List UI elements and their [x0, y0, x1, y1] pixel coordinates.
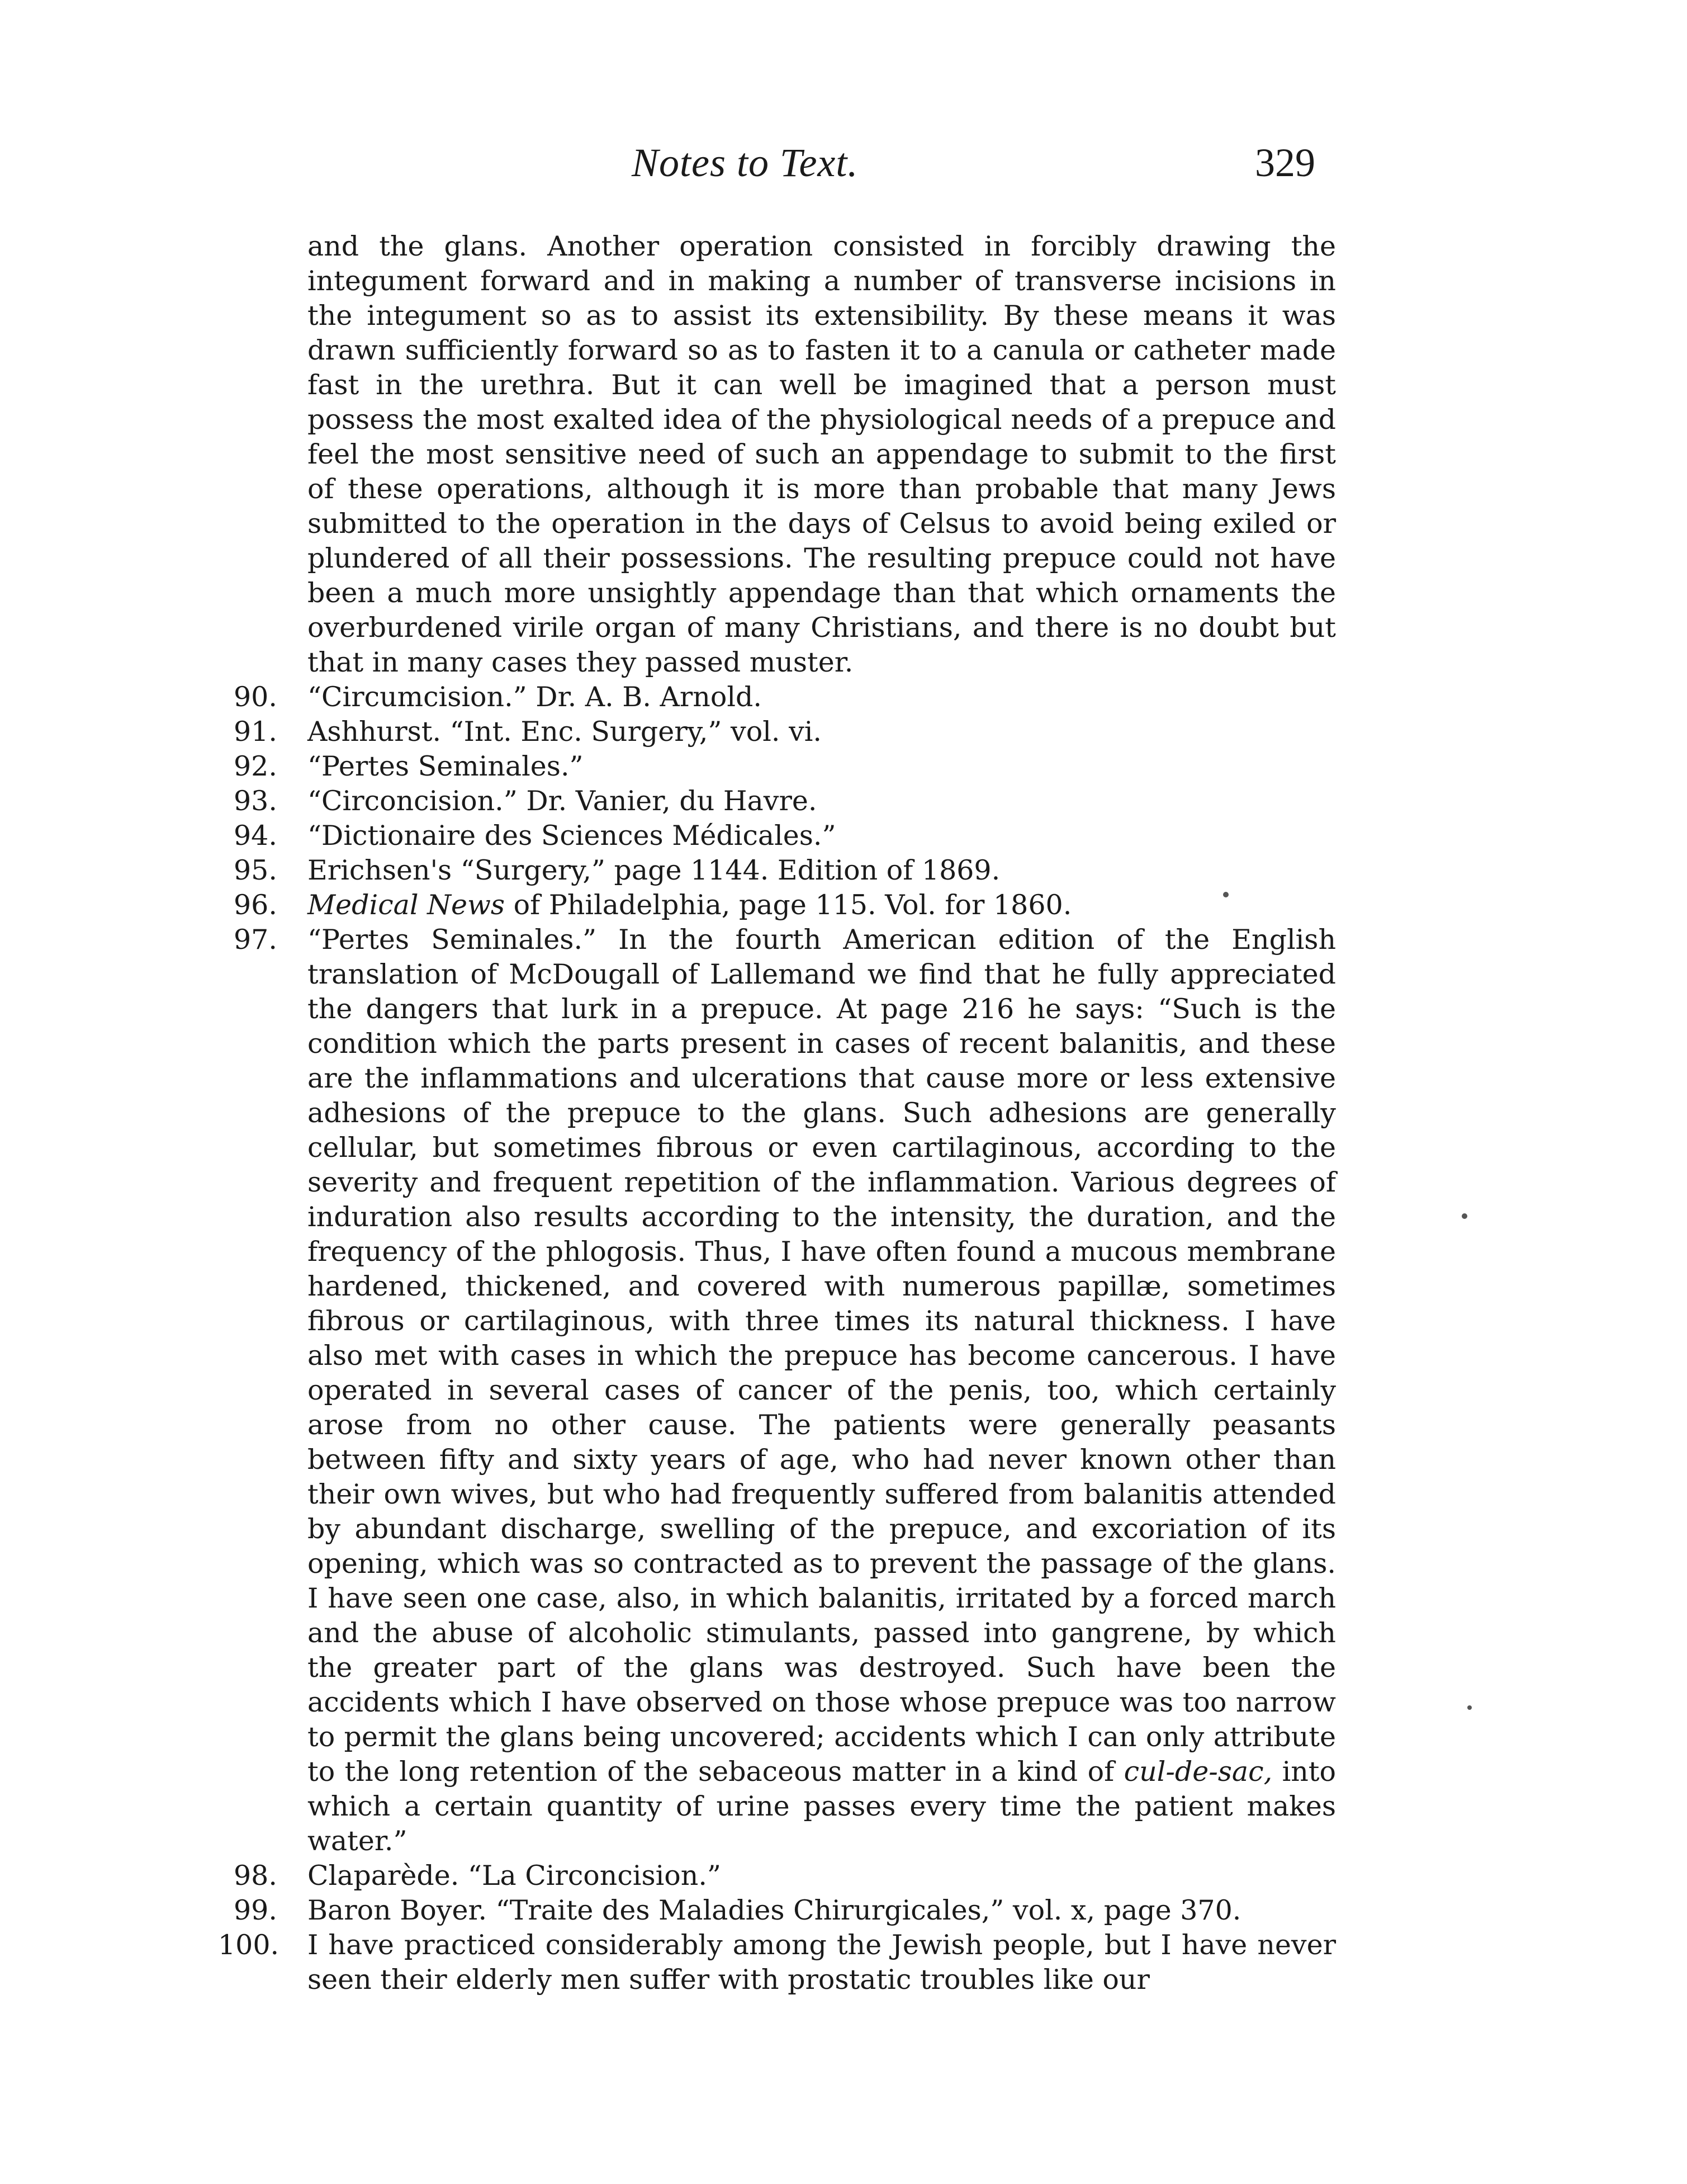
note-text	[307, 923, 1336, 1859]
note-number: 96.	[234, 889, 277, 921]
note-100	[218, 1928, 1336, 1997]
note-96	[234, 888, 1336, 923]
note-text: Ashhurst. “Int. Enc. Surgery,” vol. vi.	[307, 716, 822, 748]
running-head: Notes to Text.	[632, 140, 859, 185]
note-text: “Dictionaire des Sciences Médicales.”	[307, 820, 836, 852]
note-number: 100.	[218, 1929, 279, 1961]
notes-body	[218, 229, 1337, 1997]
note-94	[234, 819, 1336, 853]
note-number: 94.	[234, 820, 277, 852]
note-number: 93.	[234, 785, 277, 817]
note-91	[234, 715, 1336, 749]
ink-speck	[1462, 1213, 1467, 1219]
note-number: 97.	[234, 924, 277, 956]
note-number: 98.	[234, 1860, 277, 1892]
note-text-end: into which a certain quantity of urine passes every time the patient makes water.”	[307, 1756, 1337, 1857]
note-98	[234, 1859, 1336, 1893]
ink-speck	[1223, 892, 1229, 897]
note-text: “Circumcision.” Dr. A. B. Arnold.	[307, 681, 762, 713]
note-number: 91.	[234, 716, 277, 748]
note-90	[234, 680, 1336, 715]
note-text-start: “Pertes Seminales.” In the fourth American edition of the English translation of McDougall of Lallemand we find that he fully appreciated the dangers that lurk in a prepuce. At page 216 he says: “Such is the condition which the parts present in cases of recent balanitis, and these are the inflammations and ulcerations that cause more or less extensive adhesions of the prepuce to the glans. Such adhesions are generally cellular, but sometimes fibrous or even cartilaginous, according to the severity and frequent repetition of the inflammation. Various degrees of induration also results according to the intensity, the duration, and the frequency of the phlogosis. Thus, I have often found a mucous membrane hardened, thickened, and covered with numerous papillæ, sometimes fibrous or cartilaginous, with three times its natural thickness. I have also met with cases in which the prepuce has become cancerous. I have operated in several cases of cancer of the penis, too, which certainly arose from no other cause. The patients were generally peasants between fifty and sixty years of age, who had never known other than their own wives, but who had frequently suffered from balanitis attended by abundant discharge, swelling of the prepuce, and excoriation of its opening, which was so contracted as to prevent the passage of the glans. I have seen one case, also, in which balanitis, irritated by a forced march and the abuse of alcoholic stimulants, passed into gangrene, by which the greater part of the glans was destroyed. Such have been the accidents which I have observed on those whose prepuce was too narrow to permit the glans being uncovered; accidents which I can only attribute to the long retention of the sebaceous matter in a kind of	[307, 924, 1336, 1788]
note-text: “Pertes Seminales.”	[307, 750, 584, 782]
note-93	[234, 784, 1336, 819]
note-text: Erichsen's “Surgery,” page 1144. Edition of 1869.	[307, 854, 1001, 886]
note-text: “Circoncision.” Dr. Vanier, du Havre.	[307, 785, 817, 817]
note-text: Claparède. “La Circoncision.”	[307, 1860, 721, 1892]
note-text	[307, 888, 1336, 923]
note-99	[234, 1893, 1336, 1928]
note-number: 99.	[234, 1894, 277, 1926]
note-97	[234, 923, 1337, 1859]
page-number: 329	[1255, 140, 1315, 185]
continuation-paragraph: and the glans. Another operation consisted in forcibly drawing the integument forward and in making a number of transverse incisions in the integument so as to assist its extensibility. By these means it was drawn sufficiently forward so as to fasten it to a canula or catheter made fast in the urethra. But it can well be imagined that a person must possess the most exalted idea of the physiological needs of a prepuce and feel the most sensitive need of such an appendage to submit to the first of these operations, although it is more than probable that many Jews submitted to the operation in the days of Celsus to avoid being exiled or plundered of all their possessions. The resulting prepuce could not have been a much more unsightly appendage than that which ornaments the overburdened virile organ of many Christians, and there is no doubt but that in many cases they passed muster.	[307, 230, 1336, 678]
note-number: 92.	[234, 750, 277, 782]
note-text: I have practiced considerably among the Jewish people, but I have never seen their elderly men suffer with prostatic troubles like our	[307, 1929, 1336, 1996]
note-text-rest: of Philadelphia, page 115. Vol. for 1860.	[505, 889, 1072, 921]
note-95	[234, 853, 1336, 888]
italic-term: cul-de-sac,	[1124, 1756, 1273, 1788]
journal-title: Medical News	[307, 889, 505, 921]
note-92	[234, 749, 1336, 784]
ink-speck	[1467, 1705, 1472, 1710]
note-number: 90.	[234, 681, 277, 713]
note-text: Baron Boyer. “Traite des Maladies Chirurgicales,” vol. x, page 370.	[307, 1894, 1241, 1926]
note-number: 95.	[234, 854, 277, 886]
